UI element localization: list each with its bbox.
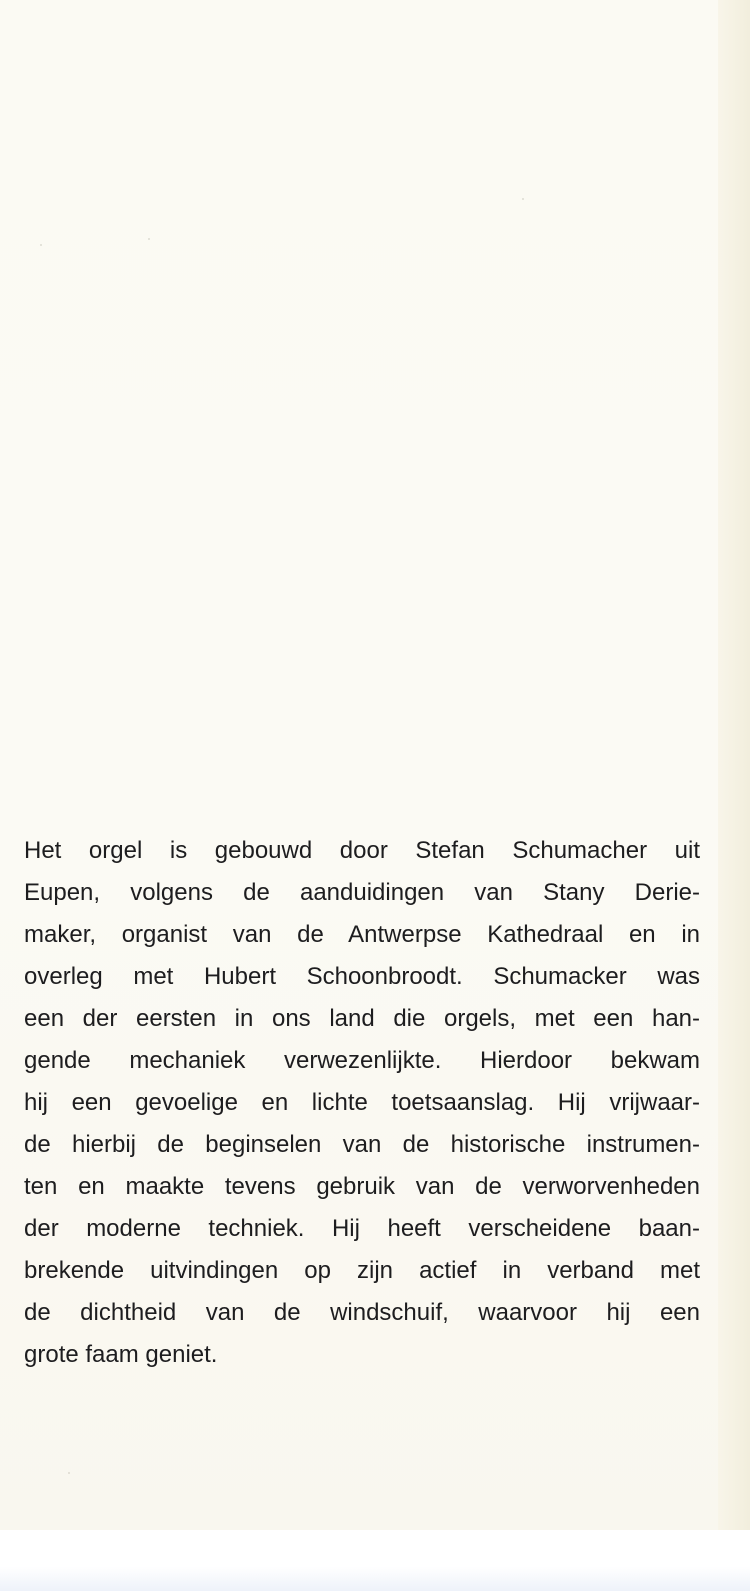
paragraph-line: der moderne techniek. Hij heeft verscheidene baan- — [24, 1215, 700, 1242]
paragraph-line: Het orgel is gebouwd door Stefan Schumacher uit — [24, 837, 700, 864]
paragraph-line: maker, organist van de Antwerpse Kathedraal en in — [24, 921, 700, 948]
paragraph-line: overleg met Hubert Schoonbroodt. Schumacker was — [24, 963, 700, 990]
body-paragraph — [24, 830, 700, 1376]
paragraph-line: brekende uitvindingen op zijn actief in verband met — [24, 1257, 700, 1284]
paper-speck — [40, 244, 42, 246]
paper-speck — [522, 198, 524, 200]
paragraph-line: hij een gevoelige en lichte toetsaanslag. Hij vrijwaar- — [24, 1089, 700, 1116]
paragraph-line: de dichtheid van de windschuif, waarvoor hij een — [24, 1299, 700, 1326]
bottom-margin-band — [0, 1530, 750, 1591]
paragraph-line: grote faam geniet. — [24, 1341, 218, 1368]
paragraph-line: een der eersten in ons land die orgels, met een han- — [24, 1005, 700, 1032]
paragraph-line: Eupen, volgens de aanduidingen van Stany Derie- — [24, 879, 700, 906]
page-edge-strip — [718, 0, 750, 1530]
paper-speck — [68, 1472, 70, 1474]
paragraph-line: gende mechaniek verwezenlijkte. Hierdoor bekwam — [24, 1047, 700, 1074]
paragraph-line: de hierbij de beginselen van de historische instrumen- — [24, 1131, 700, 1158]
paper-speck — [148, 238, 150, 240]
paragraph-line: ten en maakte tevens gebruik van de verworvenheden — [24, 1173, 700, 1200]
